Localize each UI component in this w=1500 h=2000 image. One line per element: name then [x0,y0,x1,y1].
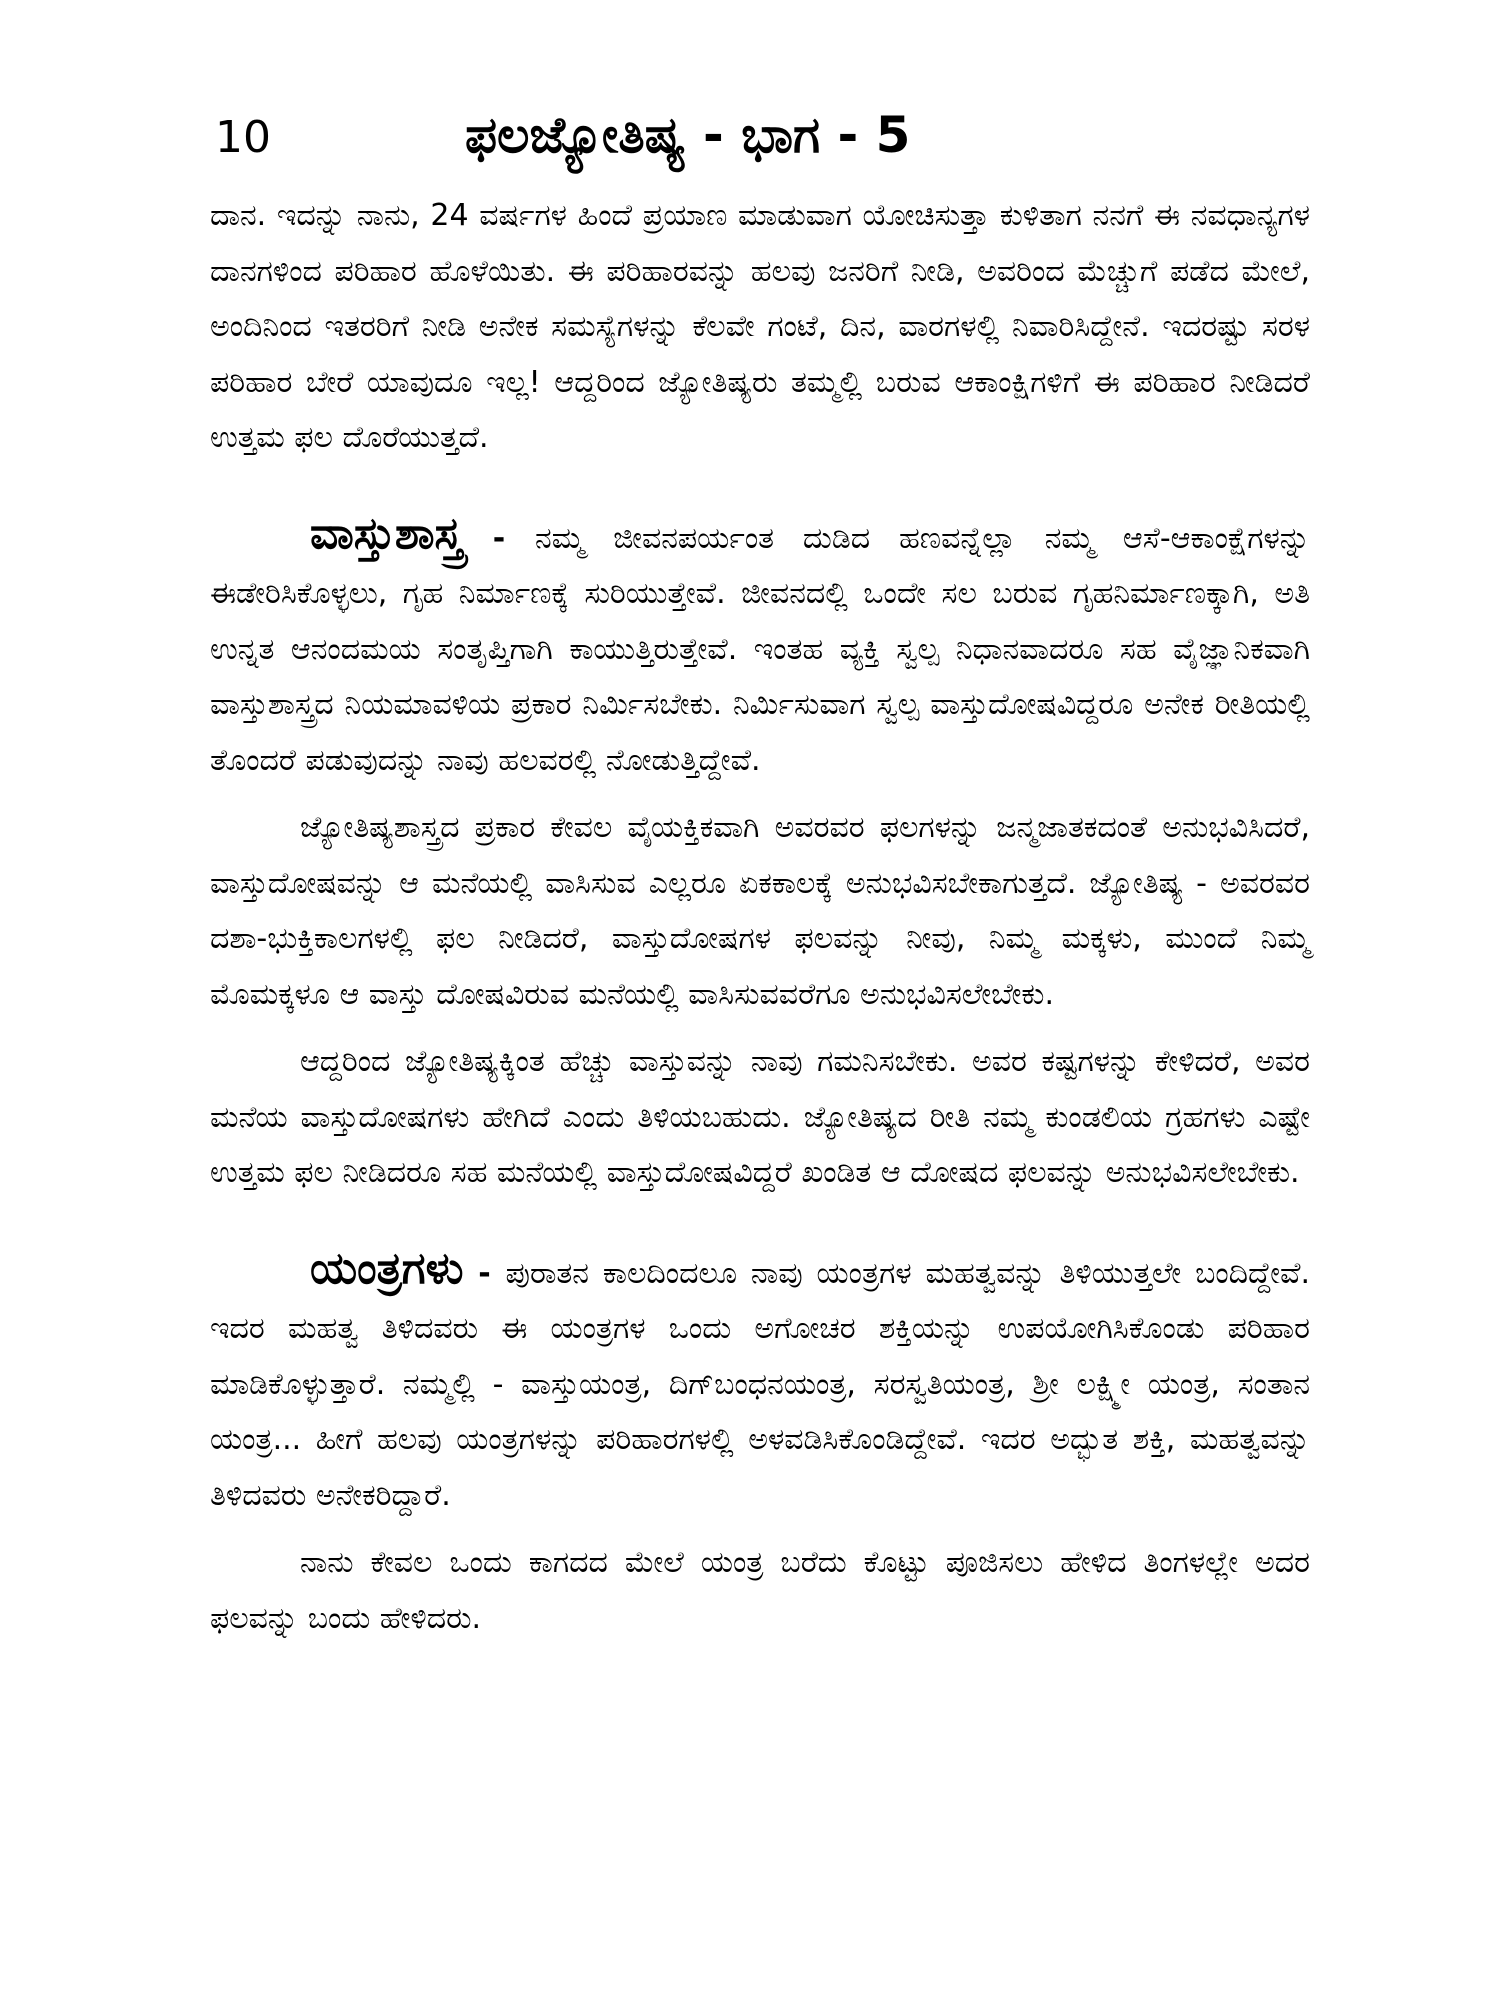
paragraph-text: ದಾನ. ಇದನ್ನು ನಾನು, 24 ವರ್ಷಗಳ ಹಿಂದೆ ಪ್ರಯಾಣ ಮಾಡುವಾಗ ಯೋಚಿಸುತ್ತಾ ಕುಳಿತಾಗ ನನಗೆ ಈ ನವಧಾನ್ಯಗಳ ದಾನಗಳಿಂದ ಪರಿಹಾರ ಹೊಳೆಯಿತು. ಈ ಪರಿಹಾರವನ್ನು ಹಲವು ಜನರಿಗೆ ನೀಡಿ, ಅವರಿಂದ ಮೆಚ್ಚುಗೆ ಪಡೆದ ಮೇಲೆ, ಅಂದಿನಿಂದ ಇತರರಿಗೆ ನೀಡಿ ಅನೇಕ ಸಮಸ್ಯೆಗಳನ್ನು ಕೆಲವೇ ಗಂಟೆ, ದಿನ, ವಾರಗಳಲ್ಲಿ ನಿವಾರಿಸಿದ್ದೇನೆ. ಇದರಷ್ಟು ಸರಳ ಪರಿಹಾರ ಬೇರೆ ಯಾವುದೂ ಇಲ್ಲ! ಆದ್ದರಿಂದ ಜ್ಯೋತಿಷ್ಯರು ತಮ್ಮಲ್ಲಿ ಬರುವ ಆಕಾಂಕ್ಷಿಗಳಿಗೆ ಈ ಪರಿಹಾರ ನೀಡಿದರೆ ಉತ್ತಮ ಫಲ ದೊರೆಯುತ್ತದೆ. [210,198,1310,455]
heading-dash: - [463,1255,506,1291]
paragraph [210,800,1310,1022]
running-title: ಫಲಜ್ಯೋತಿಷ್ಯ - ಭಾಗ - 5 [465,106,911,164]
section-yantra [210,1241,1310,1524]
paragraph [210,1535,1310,1646]
paragraph-text: ನಮ್ಮ ಜೀವನಪರ್ಯಂತ ದುಡಿದ ಹಣವನ್ನೆಲ್ಲಾ ನಮ್ಮ ಆಸೆ-ಆಕಾಂಕ್ಷೆಗಳನ್ನು ಈಡೇರಿಸಿಕೊಳ್ಳಲು, ಗೃಹ ನಿರ್ಮಾಣಕ್ಕೆ ಸುರಿಯುತ್ತೇವೆ. ಜೀವನದಲ್ಲಿ ಒಂದೇ ಸಲ ಬರುವ ಗೃಹನಿರ್ಮಾಣಕ್ಕಾಗಿ, ಅತಿ ಉನ್ನತ ಆನಂದಮಯ ಸಂತೃಪ್ತಿಗಾಗಿ ಕಾಯುತ್ತಿರುತ್ತೇವೆ. ಇಂತಹ ವ್ಯಕ್ತಿ ಸ್ವಲ್ಪ ನಿಧಾನವಾದರೂ ಸಹ ವೈಜ್ಞಾನಿಕವಾಗಿ ವಾಸ್ತುಶಾಸ್ತ್ರದ ನಿಯಮಾವಳಿಯ ಪ್ರಕಾರ ನಿರ್ಮಿಸಬೇಕು. ನಿರ್ಮಿಸುವಾಗ ಸ್ವಲ್ಪ ವಾಸ್ತುದೋಷವಿದ್ದರೂ ಅನೇಕ ರೀತಿಯಲ್ಲಿ ತೊಂದರೆ ಪಡುವುದನ್ನು ನಾವು ಹಲವರಲ್ಲಿ ನೋಡುತ್ತಿದ್ದೇವೆ. [210,520,1311,778]
section-heading-vastu: ವಾಸ್ತುಶಾಸ್ತ್ರ [310,507,463,559]
page-number: 10 [215,112,271,163]
heading-dash: - [462,520,536,556]
section-vastu [210,506,1310,789]
page-header [215,100,1315,180]
paragraph-text: ನಾನು ಕೇವಲ ಒಂದು ಕಾಗದದ ಮೇಲೆ ಯಂತ್ರ ಬರೆದು ಕೊಟ್ಟು ಪೂಜಿಸಲು ಹೇಳಿದ ತಿಂಗಳಲ್ಲೇ ಅದರ ಫಲವನ್ನು ಬಂದು ಹೇಳಿದರು. [210,1545,1310,1636]
paragraph [210,1034,1310,1201]
paragraph-text: ಆದ್ದರಿಂದ ಜ್ಯೋತಿಷ್ಯಕ್ಕಿಂತ ಹೆಚ್ಚು ವಾಸ್ತುವನ್ನು ನಾವು ಗಮನಿಸಬೇಕು. ಅವರ ಕಷ್ಟಗಳನ್ನು ಕೇಳಿದರೆ, ಅವರ ಮನೆಯ ವಾಸ್ತುದೋಷಗಳು ಹೇಗಿದೆ ಎಂದು ತಿಳಿಯಬಹುದು. ಜ್ಯೋತಿಷ್ಯದ ರೀತಿ ನಮ್ಮ ಕುಂಡಲಿಯ ಗ್ರಹಗಳು ಎಷ್ಟೇ ಉತ್ತಮ ಫಲ ನೀಡಿದರೂ ಸಹ ಮನೆಯಲ್ಲಿ ವಾಸ್ತುದೋಷವಿದ್ದರೆ ಖಂಡಿತ ಆ ದೋಷದ ಫಲವನ್ನು ಅನುಭವಿಸಲೇಬೇಕು. [210,1044,1310,1190]
paragraph-text: ಪುರಾತನ ಕಾಲದಿಂದಲೂ ನಾವು ಯಂತ್ರಗಳ ಮಹತ್ವವನ್ನು ತಿಳಿಯುತ್ತಲೇ ಬಂದಿದ್ದೇವೆ. ಇದರ ಮಹತ್ವ ತಿಳಿದವರು ಈ ಯಂತ್ರಗಳ ಒಂದು ಅಗೋಚರ ಶಕ್ತಿಯನ್ನು ಉಪಯೋಗಿಸಿಕೊಂಡು ಪರಿಹಾರ ಮಾಡಿಕೊಳ್ಳುತ್ತಾರೆ. ನಮ್ಮಲ್ಲಿ - ವಾಸ್ತುಯಂತ್ರ, ದಿಗ್‌ಬಂಧನಯಂತ್ರ, ಸರಸ್ವತಿಯಂತ್ರ, ಶ್ರೀ ಲಕ್ಷ್ಮೀ ಯಂತ್ರ, ಸಂತಾನ ಯಂತ್ರ... ಹೀಗೆ ಹಲವು ಯಂತ್ರಗಳನ್ನು ಪರಿಹಾರಗಳಲ್ಲಿ ಅಳವಡಿಸಿಕೊಂಡಿದ್ದೇವೆ. ಇದರ ಅದ್ಭುತ ಶಕ್ತಿ, ಮಹತ್ವವನ್ನು ತಿಳಿದವರು ಅನೇಕರಿದ್ದಾರೆ. [210,1255,1310,1513]
page-body [210,188,1310,1646]
section-heading-yantra: ಯಂತ್ರಗಳು [310,1242,464,1294]
paragraph-text: ಜ್ಯೋತಿಷ್ಯಶಾಸ್ತ್ರದ ಪ್ರಕಾರ ಕೇವಲ ವೈಯಕ್ತಿಕವಾಗಿ ಅವರವರ ಫಲಗಳನ್ನು ಜನ್ಮಜಾತಕದಂತೆ ಅನುಭವಿಸಿದರೆ, ವಾಸ್ತುದೋಷವನ್ನು ಆ ಮನೆಯಲ್ಲಿ ವಾಸಿಸುವ ಎಲ್ಲರೂ ಏಕಕಾಲಕ್ಕೆ ಅನುಭವಿಸಬೇಕಾಗುತ್ತದೆ. ಜ್ಯೋತಿಷ್ಯ - ಅವರವರ ದಶಾ-ಭುಕ್ತಿಕಾಲಗಳಲ್ಲಿ ಫಲ ನೀಡಿದರೆ, ವಾಸ್ತುದೋಷಗಳ ಫಲವನ್ನು ನೀವು, ನಿಮ್ಮ ಮಕ್ಕಳು, ಮುಂದೆ ನಿಮ್ಮ ಮೊಮಕ್ಕಳೂ ಆ ವಾಸ್ತು ದೋಷವಿರುವ ಮನೆಯಲ್ಲಿ ವಾಸಿಸುವವರೆಗೂ ಅನುಭವಿಸಲೇಬೇಕು. [210,810,1310,1012]
paragraph [210,188,1310,466]
